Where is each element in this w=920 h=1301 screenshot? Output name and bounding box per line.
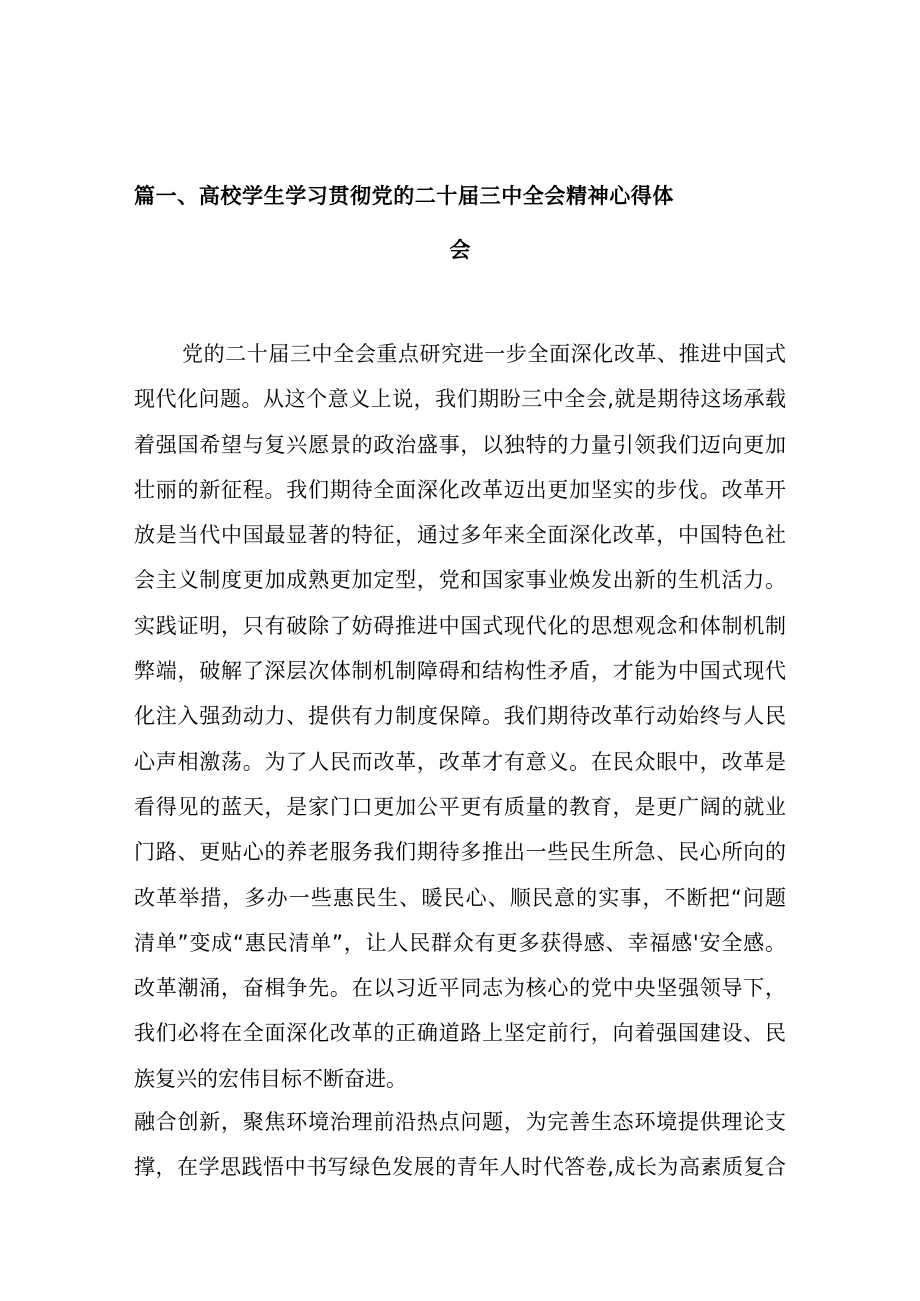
document-title: 篇一、高校学生学习贯彻党的二十届三中全会精神心得体	[134, 184, 674, 208]
paragraph-line: 清单”变成“惠民清单”，让人民群众有更多获得感、幸福感'安全感。	[134, 930, 786, 955]
paragraph-line: 我们必将在全面深化改革的正确道路上坚定前行，向着强国建设、民	[134, 1021, 786, 1046]
paragraph-line: 看得见的蓝天，是家门口更加公平更有质量的教育，是更广阔的就业	[134, 794, 786, 819]
paragraph-line: 弊端，破解了深层次体制机制障碍和结构性矛盾，才能为中国式现代	[134, 659, 786, 684]
paragraph-line: 会主义制度更加成熟更加定型，党和国家事业焕发出新的生机活力。	[134, 568, 786, 593]
paragraph-line: 改革潮涌，奋楫争先。在以习近平同志为核心的党中央坚强领导下，	[134, 976, 786, 1001]
paragraph-line: 化注入强劲动力、提供有力制度保障。我们期待改革行动始终与人民	[134, 704, 786, 729]
paragraph-line: 门路、更贴心的养老服务我们期待多推出一些民生所急、民心所向的	[134, 840, 786, 865]
body-paragraph-2	[134, 1100, 786, 1191]
paragraph-line: 壮丽的新征程。我们期待全面深化改革迈出更加坚实的步伐。改革开	[134, 477, 786, 502]
paragraph-line: 着强国希望与复兴愿景的政治盛事，以独特的力量引领我们迈向更加	[134, 432, 786, 457]
paragraph-line: 融合创新，聚焦环境治理前沿热点问题，为完善生态环境提供理论支	[134, 1110, 786, 1134]
document-title-continuation: 会	[449, 238, 471, 262]
paragraph-line: 心声相激荡。为了人民而改革，改革才有意义。在民众眼中，改革是	[134, 749, 786, 774]
paragraph-line: 党的二十届三中全会重点研究进一步全面深化改革、推进中国式	[182, 342, 786, 366]
paragraph-line: 现代化问题。从这个意义上说，我们期盼三中全会,就是期待这场承载	[134, 387, 786, 412]
paragraph-line: 改革举措，多办一些惠民生、暖民心、顺民意的实事，不断把“问题	[134, 885, 786, 910]
paragraph-line: 实践证明，只有破除了妨碍推进中国式现代化的思想观念和体制机制	[134, 613, 786, 638]
paragraph-line: 撑，在学思践悟中书写绿色发展的青年人时代答卷,成长为高素质复合	[134, 1155, 786, 1180]
body-paragraph-1	[134, 332, 786, 1102]
paragraph-line: 族复兴的宏伟目标不断奋进。	[134, 1066, 407, 1091]
paragraph-line: 放是当代中国最显著的特征，通过多年来全面深化改革，中国特色社	[134, 523, 786, 548]
